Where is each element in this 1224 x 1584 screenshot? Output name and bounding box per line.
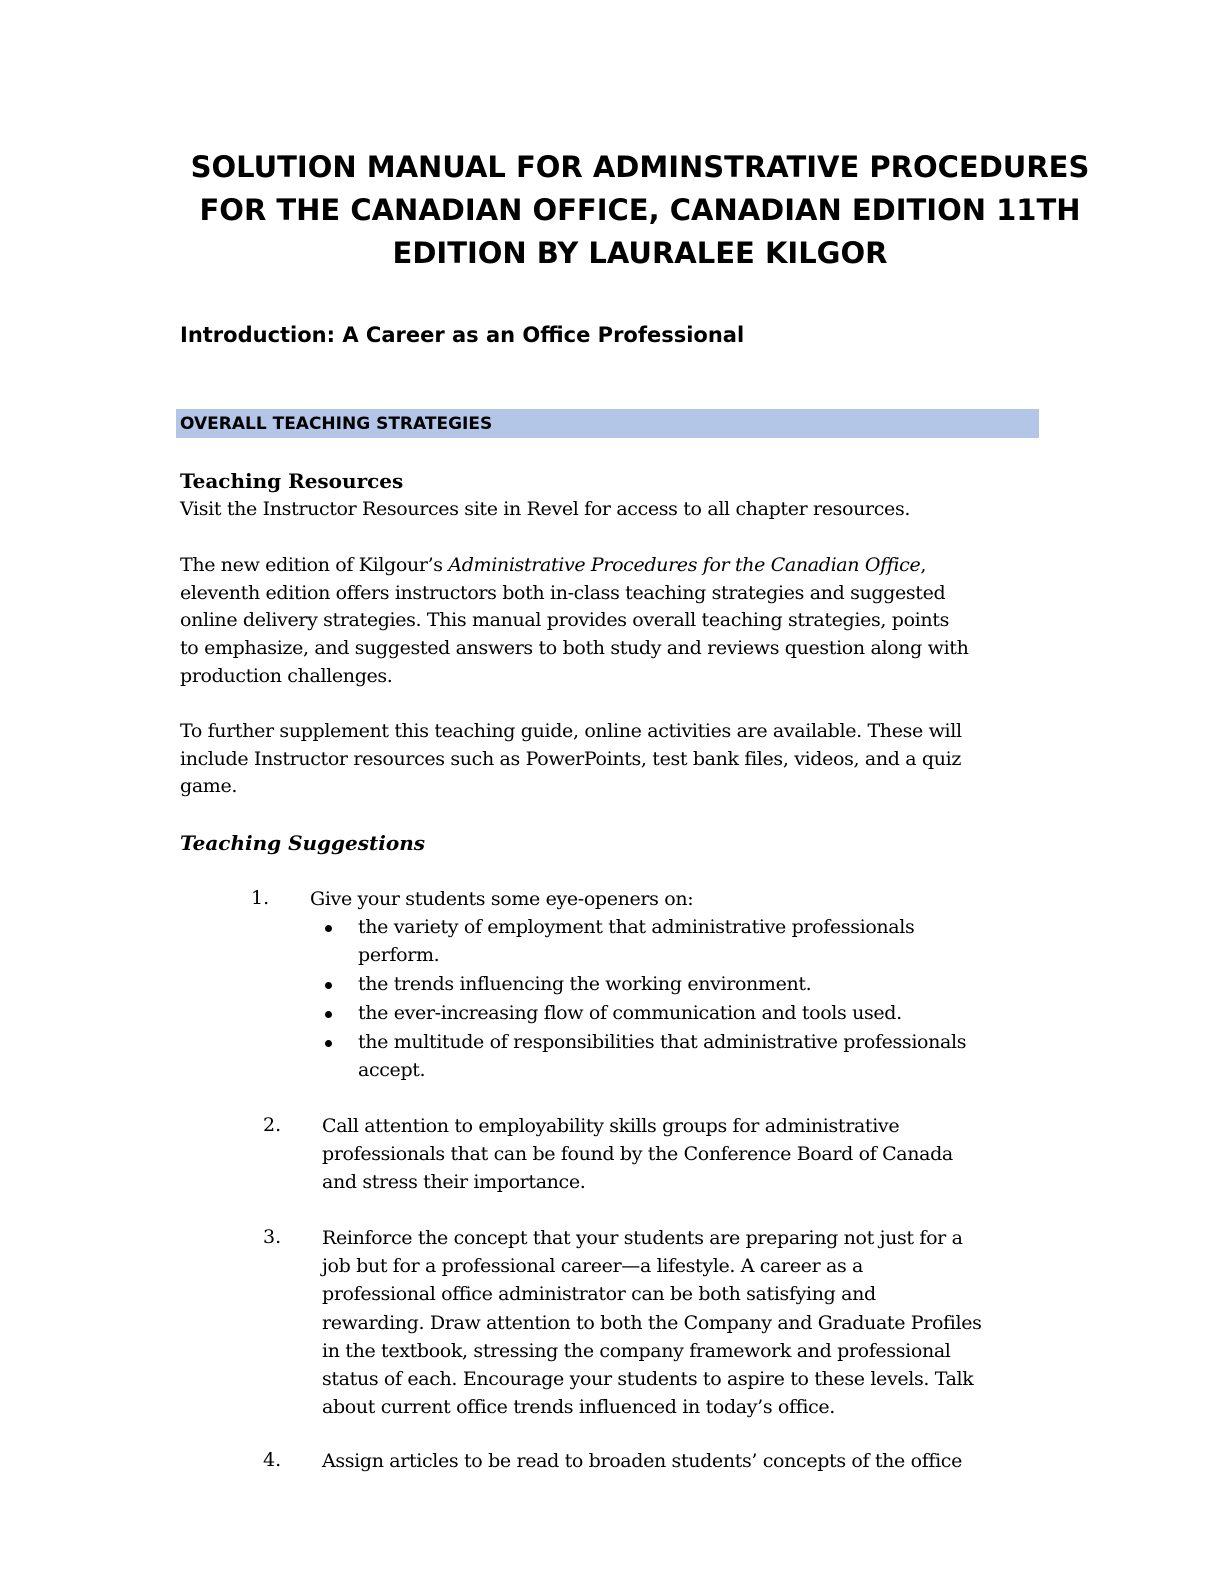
teaching-suggestions-heading: Teaching Suggestions: [180, 831, 425, 855]
list-item-number: 1.: [251, 887, 270, 909]
bullet-line: accept.: [358, 1059, 426, 1081]
list-item-text: [310, 885, 693, 913]
section-header-label: OVERALL TEACHING STRATEGIES: [180, 414, 493, 434]
list-item-line: professionals that can be found by the Conference Board of Canada: [322, 1143, 953, 1166]
bullet-line: the trends influencing the working environment.: [358, 973, 812, 995]
document-title: [140, 146, 1140, 275]
bullet-point-icon: [325, 982, 332, 989]
list-item-text: [322, 1447, 962, 1475]
bullet-line: perform.: [358, 944, 440, 966]
paragraph-line: To further supplement this teaching guide, online activities are available. These will: [180, 720, 962, 742]
paragraph-line: to emphasize, and suggested answers to both study and reviews question along with: [180, 637, 969, 660]
bullet-point-icon: [325, 1040, 332, 1047]
list-item-line: Give your students some eye-openers on:: [310, 888, 694, 910]
teaching-resources-text: [180, 496, 910, 524]
list-item-line: Reinforce the concept that your students are preparing not just for a: [322, 1227, 963, 1249]
list-item-line: status of each. Encourage your students to aspire to these levels. Talk: [322, 1368, 974, 1391]
bullet-line: the ever-increasing flow of communication and tools used.: [358, 1002, 902, 1024]
bullet-item: [358, 970, 811, 998]
list-item-line: Assign articles to be read to broaden students’ concepts of the office: [322, 1450, 962, 1472]
list-item-line: about current office trends influenced in today’s office.: [322, 1396, 835, 1419]
bullet-item: [358, 999, 902, 1027]
paragraph-line: production challenges.: [180, 664, 393, 687]
bullet-point-icon: [325, 925, 332, 932]
list-item-number: 2.: [263, 1114, 282, 1136]
title-line: SOLUTION MANUAL FOR ADMINSTRATIVE PROCEDURES: [190, 150, 1090, 184]
list-item-line: and stress their importance.: [322, 1171, 586, 1194]
bullet-point-icon: [325, 1011, 332, 1018]
list-item-line: rewarding. Draw attention to both the Company and Graduate Profiles: [322, 1311, 982, 1334]
paragraph-line: eleventh edition offers instructors both in-class teaching strategies and suggested: [180, 581, 946, 604]
paragraph-line: include Instructor resources such as PowerPoints, test bank files, videos, and a quiz: [180, 747, 962, 770]
list-item-number: 4.: [263, 1449, 282, 1471]
supplement-paragraph: [180, 718, 962, 801]
section-header-bar: [176, 409, 1039, 438]
list-item-line: professional office administrator can be both satisfying and: [322, 1283, 876, 1306]
list-item-line: in the textbook, stressing the company framework and professional: [322, 1339, 951, 1362]
paragraph-line: [180, 552, 968, 580]
list-item-line: Call attention to employability skills groups for administrative: [322, 1115, 900, 1137]
paragraph-text: The new edition of Kilgour’s: [180, 554, 449, 576]
bullet-line: the variety of employment that administrative professionals: [358, 916, 915, 938]
list-item-number: 3.: [263, 1226, 282, 1248]
teaching-resources-heading: Teaching Resources: [180, 469, 404, 493]
bullet-line: the multitude of responsibilities that administrative professionals: [358, 1031, 967, 1053]
chapter-subtitle: Introduction: A Career as an Office Professional: [180, 323, 745, 347]
paragraph-line: game.: [180, 775, 238, 798]
title-line: FOR THE CANADIAN OFFICE, CANADIAN EDITION 11TH: [199, 193, 1081, 227]
book-title-italic: Administrative Procedures for the Canadian Office: [448, 554, 921, 576]
paragraph-line: online delivery strategies. This manual provides overall teaching strategies, points: [180, 609, 949, 632]
title-line: EDITION BY LAURALEE KILGOR: [392, 236, 888, 270]
list-item-text: [322, 1224, 981, 1421]
paragraph-line: Visit the Instructor Resources site in Revel for access to all chapter resources.: [180, 498, 911, 520]
bullet-item: [358, 913, 914, 969]
intro-paragraph: [180, 552, 968, 691]
list-item-line: job but for a professional career—a lifestyle. A career as a: [322, 1255, 864, 1278]
paragraph-text: ,: [920, 554, 927, 576]
list-item-text: [322, 1112, 953, 1197]
bullet-item: [358, 1028, 966, 1084]
